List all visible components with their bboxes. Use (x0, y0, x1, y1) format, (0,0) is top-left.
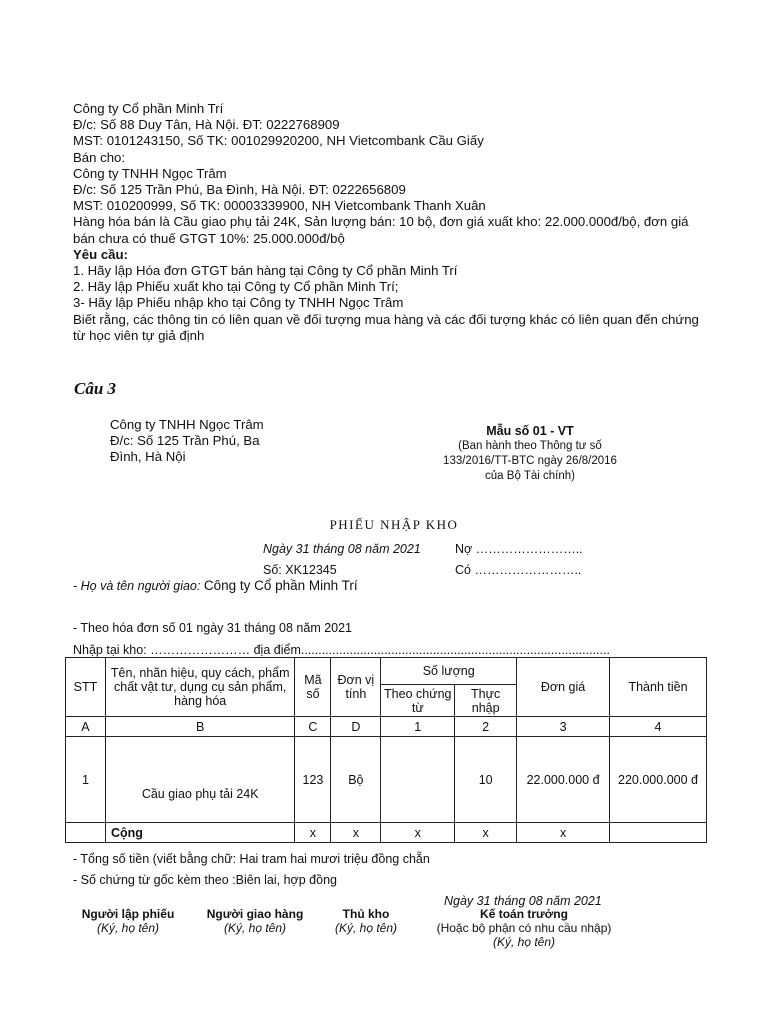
row-qty-actual: 10 (455, 737, 517, 823)
receiving-company-address: Đ/c: Số 125 Trần Phú, Ba Đình, Hà Nội (110, 433, 260, 464)
deliverer-line (73, 578, 358, 593)
header-stt: STT (66, 658, 106, 717)
deliverer-label: - Họ và tên người giao: (73, 579, 204, 593)
requirement-heading: Yêu cầu: (73, 246, 128, 262)
seller-address: Đ/c: Số 88 Duy Tân, Hà Nội. ĐT: 0222768909 (73, 117, 340, 133)
form-code-note: (Ban hành theo Thông tư số 133/2016/TT-BTC ngày 26/8/2016 của Bộ Tài chính) (443, 440, 617, 482)
col-label: 4 (610, 717, 707, 737)
header-qty-actual: Thực nhập (455, 685, 517, 717)
total-row (66, 823, 707, 843)
col-label: 1 (381, 717, 455, 737)
receiving-company-name: Công ty TNHH Ngọc Trâm (110, 417, 264, 432)
total-mark: x (381, 823, 455, 843)
signature-subtitle: (Ký, họ tên) (223, 921, 287, 935)
table-row (66, 737, 707, 823)
invoice-reference: - Theo hóa đơn số 01 ngày 31 tháng 08 năm 2021 (73, 621, 353, 635)
row-stt: 1 (66, 737, 106, 823)
col-label: 2 (455, 717, 517, 737)
total-mark: x (331, 823, 381, 843)
row-qty-by-document (381, 737, 455, 823)
buyer-name: Công ty TNHH Ngọc Trâm (73, 165, 227, 181)
header-amount: Thành tiền (610, 658, 707, 717)
requirement-3: 3- Hãy lập Phiếu nhập kho tại Công ty TNHH Ngọc Trâm (73, 295, 404, 311)
seller-tax-info: MST: 0101243150, Số TK: 001029920200, NH Vietcombank Cầu Giấy (73, 133, 484, 149)
seller-name: Công ty Cổ phần Minh Trí (73, 101, 224, 116)
credit-account: Có …………………….. (455, 563, 582, 577)
col-label: 3 (517, 717, 610, 737)
form-number: Số: XK12345 (263, 563, 337, 577)
total-mark: x (295, 823, 331, 843)
row-amount: 220.000.000 đ (610, 737, 707, 823)
signature-subtitle: (Ký, họ tên) (492, 935, 556, 949)
signature-title: Thủ kho (342, 907, 390, 921)
total-in-words: - Tổng số tiền (viết bằng chữ: Hai tram hai mươi triệu đồng chẵn (73, 852, 430, 866)
question-label: Câu 3 (74, 379, 117, 398)
row-unit: Bộ (331, 737, 381, 823)
debit-account: Nợ …………………….. (455, 542, 583, 556)
column-label-row (66, 717, 707, 737)
header-qty-by-document: Theo chứng từ (381, 685, 455, 717)
goods-table (65, 657, 707, 843)
sign-date: Ngày 31 tháng 08 năm 2021 (444, 894, 602, 908)
header-code: Mã số (295, 658, 331, 717)
header-unit: Đơn vị tính (331, 658, 381, 717)
row-code: 123 (295, 737, 331, 823)
signature-subtitle-2: (Hoặc bộ phận có nhu cầu nhập) (436, 921, 612, 935)
total-amount-cell (610, 823, 707, 843)
exercise-intro (73, 101, 713, 344)
col-label: C (295, 717, 331, 737)
form-date: Ngày 31 tháng 08 năm 2021 (263, 542, 421, 556)
requirement-1: 1. Hãy lập Hóa đơn GTGT bán hàng tại Công ty Cổ phần Minh Trí (73, 263, 458, 279)
signature-preparer (68, 907, 188, 935)
signature-subtitle: (Ký, họ tên) (96, 921, 160, 935)
row-unit-price: 22.000.000 đ (517, 737, 610, 823)
buyer-address: Đ/c: Số 125 Trần Phú, Ba Đình, Hà Nội. ĐT: 0222656809 (73, 182, 406, 198)
form-code-title: Mẫu số 01 - VT (486, 424, 574, 438)
form-code-block (440, 424, 620, 484)
header-unit-price: Đơn giá (517, 658, 610, 717)
total-mark: x (517, 823, 610, 843)
form-title: PHIẾU NHẬP KHO (329, 517, 459, 532)
requirement-2: 2. Hãy lập Phiếu xuất kho tại Công ty Cổ phần Minh Trí; (73, 279, 399, 295)
total-empty-cell (66, 823, 106, 843)
total-label: Cộng (105, 823, 295, 843)
signature-storekeeper (316, 907, 416, 935)
receiving-company (110, 417, 270, 465)
col-label: A (66, 717, 106, 737)
signature-subtitle: (Ký, họ tên) (334, 921, 398, 935)
signature-chief-accountant (424, 907, 624, 949)
col-label: B (105, 717, 295, 737)
col-label: D (331, 717, 381, 737)
header-quantity: Số lượng (381, 658, 517, 685)
buyer-tax-info: MST: 010200999, Số TK: 00003339900, NH Vietcombank Thanh Xuân (73, 198, 486, 214)
signature-deliverer (195, 907, 315, 935)
header-item-name: Tên, nhãn hiệu, quy cách, phẩm chất vật tư, dụng cụ sản phẩm, hàng hóa (105, 658, 295, 717)
signature-title: Người lập phiếu (81, 907, 175, 921)
signature-title: Kế toán trưởng (480, 907, 568, 921)
row-item-name: Cầu giao phụ tải 24K (105, 737, 295, 823)
warehouse-line: Nhập tại kho: …………………… địa điểm......................................................................................... (73, 643, 610, 657)
attached-documents: - Số chứng từ gốc kèm theo :Biên lai, hợp đồng (73, 873, 337, 887)
goods-description: Hàng hóa bán là Cầu giao phụ tải 24K, Sản lượng bán: 10 bộ, đơn giá xuất kho: 22.000.000đ/bộ, đơn giá bán chưa có thuế GTGT 10%: 25.000.000đ/bộ (73, 214, 689, 246)
signature-title: Người giao hàng (206, 907, 304, 921)
deliverer-name: Công ty Cổ phần Minh Trí (203, 578, 358, 593)
sold-to-label: Bán cho: (73, 149, 126, 165)
total-mark: x (455, 823, 517, 843)
assumption-note: Biết rằng, các thông tin có liên quan về đối tượng mua hàng và các đối tượng khác có liên quan đến chứng từ học viên tự giả định (73, 311, 699, 343)
